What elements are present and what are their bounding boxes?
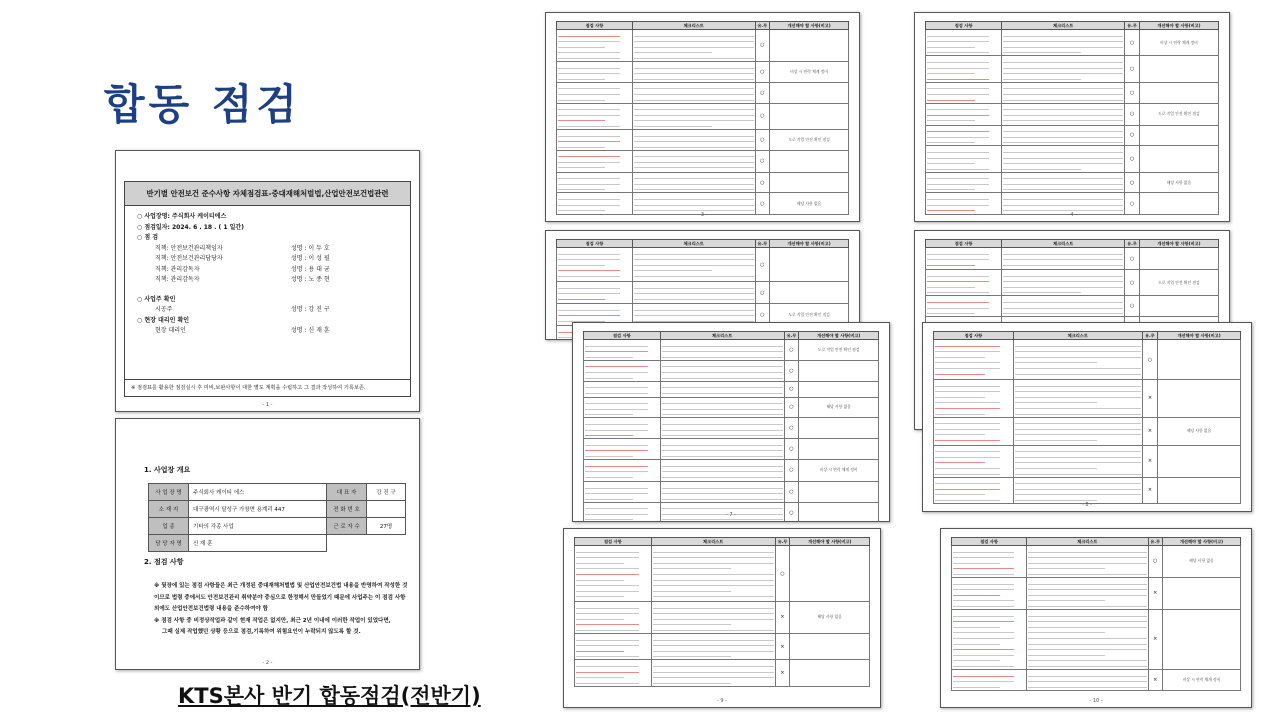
table-row bbox=[584, 340, 879, 361]
table-row bbox=[926, 125, 1219, 146]
check-mark: × bbox=[1142, 417, 1157, 445]
table-header-row bbox=[926, 22, 1219, 30]
page-number: - 4 - bbox=[1067, 212, 1077, 218]
table-row bbox=[952, 609, 1241, 669]
column-header: 유.무 bbox=[775, 538, 790, 546]
improvement-note: 비상 시 연락 체계 정비 bbox=[790, 68, 828, 74]
page-number: - 3 - bbox=[697, 212, 708, 218]
table-row bbox=[557, 30, 849, 62]
check-mark: ○ bbox=[784, 502, 799, 522]
table-row bbox=[584, 418, 879, 439]
inspector-row: 직책: 관리감독자 성명 : 노 종 현 bbox=[155, 276, 330, 283]
page-number: - 10 - bbox=[1089, 698, 1103, 704]
check-mark: ○ bbox=[784, 439, 799, 460]
table-row bbox=[934, 477, 1241, 503]
page-number: - 2 - bbox=[262, 660, 273, 666]
table-row bbox=[557, 248, 849, 282]
cover-header: 반기별 안전보건 준수사항 자체점검표-중대재해처벌법,산업안전보건법관련 bbox=[124, 181, 411, 206]
table-row bbox=[952, 577, 1241, 609]
column-header: 유.무 bbox=[784, 332, 799, 340]
table-header-row bbox=[926, 240, 1219, 248]
company-line: ○ 사업장명: 주식회사 케이티에스 bbox=[137, 213, 227, 220]
improvement-note: 해당 사항 없음 bbox=[826, 404, 851, 410]
slide-caption: KTS본사 반기 합동점검(전반기) bbox=[178, 684, 481, 708]
column-header: 개선해야 할 사항(비고) bbox=[1162, 538, 1240, 546]
column-header: 점검 사항 bbox=[575, 538, 652, 546]
table-row bbox=[575, 633, 870, 659]
column-header: 개선해야 할 사항(비고) bbox=[1139, 22, 1218, 30]
column-header: 체크리스트 bbox=[1027, 538, 1148, 546]
column-header: 점검 사항 bbox=[952, 538, 1027, 546]
table-row bbox=[584, 360, 879, 381]
checklist-table bbox=[556, 21, 849, 215]
column-header: 체크리스트 bbox=[1013, 332, 1142, 340]
column-header: 유.무 bbox=[1125, 240, 1140, 248]
table-row bbox=[926, 146, 1219, 172]
check-mark: ○ bbox=[755, 282, 770, 304]
column-header: 점검 사항 bbox=[934, 332, 1014, 340]
table-row bbox=[584, 439, 879, 460]
improvement-note: 해당 사항 없음 bbox=[817, 614, 842, 620]
check-mark: ○ bbox=[1125, 146, 1140, 172]
improvement-note: 비상 시 연락 체계 정비 bbox=[1160, 39, 1198, 45]
check-mark: × bbox=[1148, 577, 1162, 609]
table-row: 업 종 기타의 각종 사업 근 로 자 수 27명 bbox=[149, 518, 406, 535]
check-mark: ○ bbox=[755, 248, 770, 282]
checklist-page bbox=[563, 528, 881, 708]
table-header-row bbox=[575, 538, 870, 546]
table-row: 담 당 자 명 신 재 훈 bbox=[149, 535, 406, 552]
checklist-table bbox=[925, 21, 1219, 215]
table-row bbox=[926, 30, 1219, 56]
table-row bbox=[934, 445, 1241, 477]
table-row bbox=[926, 296, 1219, 317]
check-mark: ○ bbox=[755, 30, 770, 62]
check-mark: × bbox=[1142, 445, 1157, 477]
table-row bbox=[926, 172, 1219, 193]
check-mark: ○ bbox=[1125, 270, 1140, 296]
column-header: 점검 사항 bbox=[557, 240, 633, 248]
table-row bbox=[584, 397, 879, 418]
table-row bbox=[557, 61, 849, 82]
table-row bbox=[584, 481, 879, 502]
column-header: 개선해야 할 사항(비고) bbox=[799, 332, 879, 340]
check-mark: ○ bbox=[755, 304, 770, 326]
date-line: ○ 점검일자: 2024. 6 . 18 . ( 1 일간) bbox=[137, 223, 244, 231]
table-row bbox=[557, 172, 849, 193]
checklist-page bbox=[940, 528, 1252, 708]
improvement-note: 해당 사항 없음 bbox=[796, 200, 822, 206]
table-header-row bbox=[584, 332, 879, 340]
column-header: 체크리스트 bbox=[651, 538, 775, 546]
table-row bbox=[575, 602, 870, 634]
column-header: 유.무 bbox=[1142, 332, 1157, 340]
table-header-row bbox=[934, 332, 1241, 340]
improvement-note: 도로 작업 안전 확인 점검 bbox=[817, 346, 860, 352]
page-number: - 8 - bbox=[1082, 502, 1092, 508]
check-mark: × bbox=[775, 660, 790, 686]
check-mark: ○ bbox=[784, 381, 799, 397]
check-mark: ○ bbox=[755, 61, 770, 82]
table-row bbox=[926, 248, 1219, 270]
table-row bbox=[926, 82, 1219, 103]
check-mark: × bbox=[775, 602, 790, 634]
column-header: 체크리스트 bbox=[660, 332, 784, 340]
column-header: 개선해야 할 사항(비고) bbox=[1139, 240, 1218, 248]
table-row bbox=[575, 546, 870, 602]
table-row bbox=[934, 417, 1241, 445]
checklist-table bbox=[933, 331, 1241, 504]
table-row bbox=[557, 103, 849, 129]
checklist-table bbox=[951, 537, 1241, 691]
column-header: 점검 사항 bbox=[557, 22, 633, 30]
table-row bbox=[557, 82, 849, 103]
table-row bbox=[557, 129, 849, 150]
improvement-note: 도로 작업 안전 확인 점검 bbox=[788, 311, 830, 317]
table-row bbox=[584, 381, 879, 397]
improvement-note: 해당 사항 없음 bbox=[1189, 558, 1214, 564]
page-number: - 7 - bbox=[726, 512, 736, 518]
slide-title: 합동 점검 bbox=[104, 80, 301, 129]
table-row bbox=[575, 660, 870, 686]
check-mark: × bbox=[1142, 380, 1157, 418]
check-mark: ○ bbox=[1125, 125, 1140, 146]
column-header: 개선해야 할 사항(비고) bbox=[770, 240, 849, 248]
column-header: 유.무 bbox=[1148, 538, 1162, 546]
table-row bbox=[934, 380, 1241, 418]
improvement-note: 도로 작업 안전 확인 점검 bbox=[788, 136, 830, 142]
owner-row: 시공주 성명 : 강 진 구 bbox=[155, 306, 330, 313]
table-row bbox=[926, 103, 1219, 125]
inspector-row: 직책: 안전보건관리담당자 성명 : 이 성 필 bbox=[155, 255, 330, 262]
overview-page bbox=[115, 418, 420, 670]
inspector-heading: ○ 점 검 bbox=[137, 234, 159, 241]
column-header: 유.무 bbox=[755, 22, 770, 30]
check-mark: ○ bbox=[755, 82, 770, 103]
check-mark: ○ bbox=[755, 150, 770, 172]
check-mark: ○ bbox=[755, 103, 770, 129]
table-row bbox=[934, 340, 1241, 380]
owner-heading: ○ 사업주 확인 bbox=[137, 295, 176, 303]
check-mark: ○ bbox=[755, 193, 770, 215]
table-row: 소 재 지 대구광역시 달성구 가창면 용계리 447 전 화 번 호 bbox=[149, 501, 406, 518]
check-mark: ○ bbox=[784, 360, 799, 381]
improvement-note: 해당 사항 없음 bbox=[1186, 428, 1212, 434]
checklist-table bbox=[583, 331, 879, 522]
check-mark: ○ bbox=[784, 397, 799, 418]
table-header-row bbox=[952, 538, 1241, 546]
overview-table bbox=[148, 483, 406, 552]
improvement-note: 비상 시 연락 체계 정비 bbox=[819, 467, 858, 473]
column-header: 체크리스트 bbox=[1002, 22, 1125, 30]
table-header-row bbox=[557, 240, 849, 248]
table-row bbox=[952, 546, 1241, 578]
column-header: 점검 사항 bbox=[926, 22, 1002, 30]
inspection-notes: ※ 뒷장에 있는 점검 사항들은 최근 개정된 중대재해처벌법 및 산업안전보건법 내용을 반영하여 작성한 것이므로 법령 중에서도 안전보건관리 취약분야 중심으로 한정해서 만들었기 때문에 사업주는 이 점검 사항 외에도 산업안전보건법령 내용을 준수하여야 함 ※ 점검 사항 중 비정상작업과 같이 현재 작업은 없지만, 최근 2년 이내에 이러한 작업이 있었다면, 그때 실제 작업했던 상황 등으로 점검,기록하여 위험요인이 누락되지 않도록 할 것. bbox=[154, 583, 408, 635]
page-number: - 9 - bbox=[717, 698, 727, 704]
column-header: 체크리스트 bbox=[1002, 240, 1125, 248]
overview-section-title: 1. 사업장 개요 bbox=[144, 466, 191, 474]
table-header-row bbox=[557, 22, 849, 30]
table-row bbox=[926, 270, 1219, 296]
inspector-row: 직책: 관리감독자 성명 : 용 대 균 bbox=[155, 265, 330, 273]
checklist-page bbox=[914, 12, 1230, 222]
column-header: 개선해야 할 사항(비고) bbox=[770, 22, 849, 30]
table-row bbox=[557, 150, 849, 172]
agent-heading: ○ 현장 대리인 확인 bbox=[137, 316, 190, 324]
column-header: 유.무 bbox=[755, 240, 770, 248]
check-mark: × bbox=[1142, 477, 1157, 503]
column-header: 유.무 bbox=[1125, 22, 1140, 30]
column-header: 점검 사항 bbox=[926, 240, 1002, 248]
column-header: 체크리스트 bbox=[632, 240, 755, 248]
check-mark: ○ bbox=[1125, 82, 1140, 103]
check-mark: ○ bbox=[1125, 30, 1140, 56]
checklist-table bbox=[574, 537, 870, 687]
check-mark: ○ bbox=[1125, 193, 1140, 215]
improvement-note: 비상 시 연락 체계 정비 bbox=[1182, 676, 1221, 682]
check-mark: ○ bbox=[1125, 56, 1140, 82]
table-row: 사 업 장 명 주식회사 케이티 에스 대 표 자 강 진 구 bbox=[149, 484, 406, 501]
check-mark: ○ bbox=[1148, 546, 1162, 578]
check-mark: ○ bbox=[784, 418, 799, 439]
checklist-page bbox=[545, 12, 860, 222]
page-number: - 1 - bbox=[262, 402, 273, 408]
table-row bbox=[584, 459, 879, 481]
cover-page bbox=[115, 150, 420, 412]
check-mark: × bbox=[775, 633, 790, 659]
checklist-page bbox=[922, 322, 1252, 512]
check-mark: ○ bbox=[1125, 103, 1140, 125]
column-header: 개선해야 할 사항(비고) bbox=[1158, 332, 1241, 340]
check-mark: × bbox=[1148, 669, 1162, 690]
cover-note: ※ 점검표를 활용한 점검실시 후 미비,보완사항이 대한 별도 계획을 수립하고 그 결과 작성하여 기록보존. bbox=[125, 379, 410, 397]
table-row bbox=[952, 669, 1241, 690]
check-mark: ○ bbox=[1125, 296, 1140, 317]
column-header: 개선해야 할 사항(비고) bbox=[790, 538, 870, 546]
check-mark: ○ bbox=[755, 129, 770, 150]
check-mark: ○ bbox=[784, 459, 799, 481]
cover-body bbox=[124, 206, 411, 397]
agent-row: 현장 대리인 성명 : 신 재 훈 bbox=[155, 327, 330, 334]
check-mark: ○ bbox=[755, 172, 770, 193]
check-mark: ○ bbox=[775, 546, 790, 602]
check-mark: ○ bbox=[1142, 340, 1157, 380]
check-mark: × bbox=[1148, 609, 1162, 669]
improvement-note: 도로 작업 안전 확인 점검 bbox=[1158, 279, 1200, 285]
column-header: 점검 사항 bbox=[584, 332, 661, 340]
table-row bbox=[557, 282, 849, 304]
inspector-row: 직책: 안전보건관리책임자 성명 : 이 두 호 bbox=[155, 244, 330, 252]
check-mark: ○ bbox=[784, 340, 799, 361]
inspection-section-title: 2. 점검 사항 bbox=[144, 558, 184, 566]
improvement-note: 도로 작업 안전 확인 점검 bbox=[1158, 111, 1200, 117]
improvement-note: 해당 사항 없음 bbox=[1166, 179, 1192, 185]
checklist-page bbox=[572, 322, 890, 522]
check-mark: ○ bbox=[784, 481, 799, 502]
table-row bbox=[926, 56, 1219, 82]
check-mark: ○ bbox=[1125, 248, 1140, 270]
column-header: 체크리스트 bbox=[632, 22, 755, 30]
check-mark: ○ bbox=[1125, 172, 1140, 193]
